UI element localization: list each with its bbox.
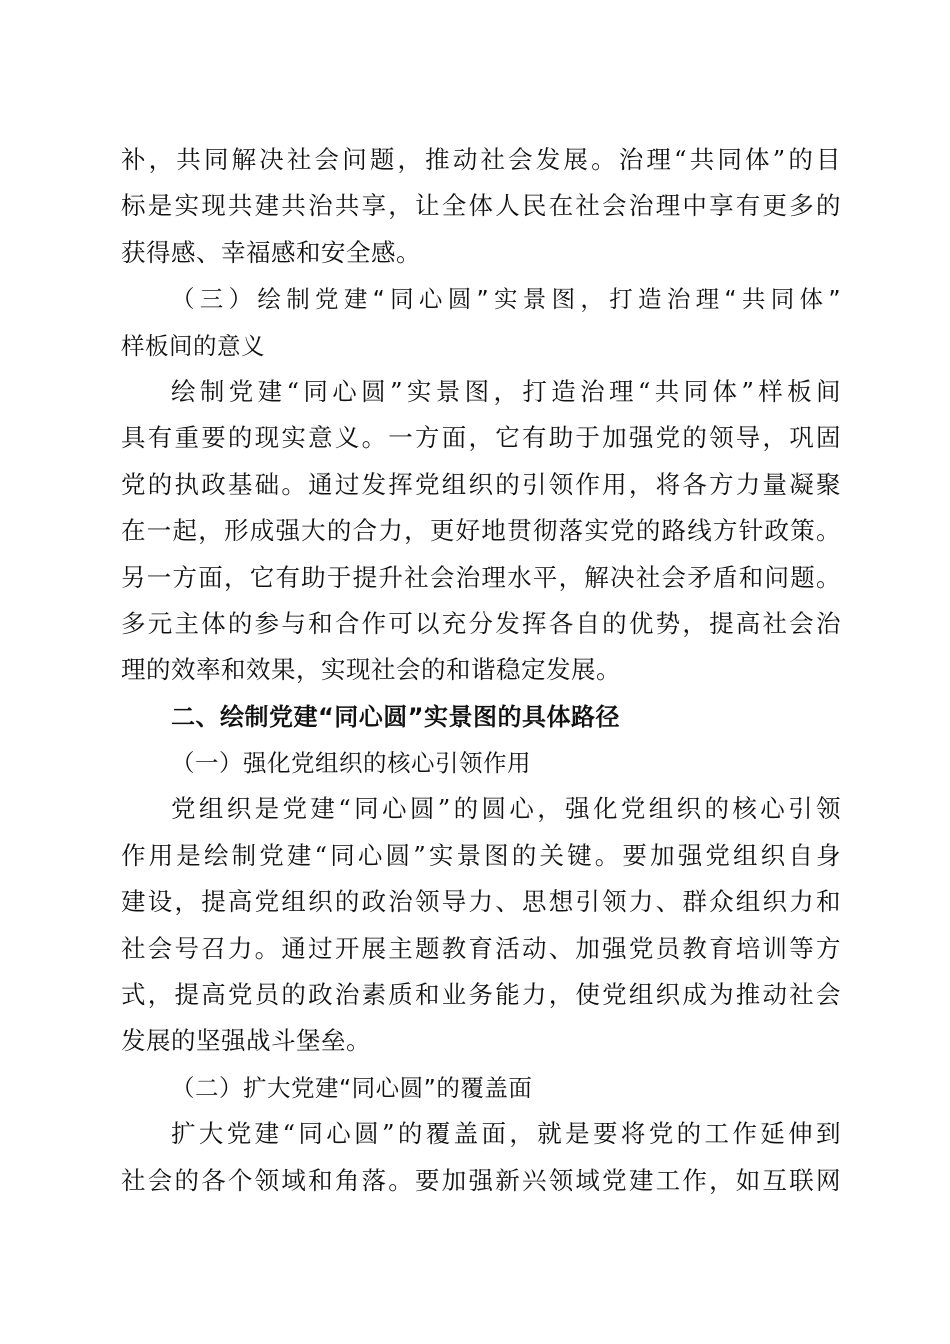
text-line: 标是实现共建共治共享，让全体人民在社会治理中享有更多的 [121,191,841,221]
sub-2-body [121,1111,841,1204]
section-3-heading [121,276,841,369]
text-line: 社会号召力。通过开展主题教育活动、加强党员教育培训等方 [121,933,841,963]
text-line: 社会的各个领域和角落。要加强新兴领域党建工作，如互联网 [121,1165,841,1195]
sub-2-heading: （二）扩大党建“同心圆”的覆盖面 [171,1073,533,1102]
document-text [121,137,841,1204]
text-line: 党的执政基础。通过发挥党组织的引领作用，将各方力量凝聚 [121,469,841,499]
text-line: 另一方面，它有助于提升社会治理水平，解决社会矛盾和问题。 [121,562,841,592]
sub-1-body [121,786,841,1064]
text-line: 作用是绘制党建“同心圆”实景图的关键。要加强党组织自身 [121,840,841,870]
text-line: 理的效率和效果，实现社会的和谐稳定发展。 [121,655,621,685]
text-line: 党组织是党建“同心圆”的圆心，强化党组织的核心引领 [171,794,841,824]
heading-line: （三）绘制党建“同心圆”实景图，打造治理“共同体” [171,285,841,314]
text-line: 在一起，形成强大的合力，更好地贯彻落实党的路线方针政策。 [121,516,841,546]
text-line: 式，提高党员的政治素质和业务能力，使党组织成为推动社会 [121,980,841,1010]
text-line: 绘制党建“同心圆”实景图，打造治理“共同体”样板间 [171,376,841,406]
paragraph-continuation [121,137,841,276]
text-line: 获得感、幸福感和安全感。 [121,237,421,267]
text-line: 补，共同解决社会问题，推动社会发展。治理“共同体”的目 [121,145,841,174]
text-line: 建设，提高党组织的政治领导力、思想引领力、群众组织力和 [121,887,841,917]
text-line: 扩大党建“同心圆”的覆盖面，就是要将党的工作延伸到 [171,1119,841,1149]
heading-line: 样板间的意义 [121,331,265,360]
section-3-body [121,369,841,694]
text-line: 发展的坚强战斗堡垒。 [121,1026,371,1056]
text-line: 多元主体的参与和合作可以充分发挥各自的优势，提高社会治 [121,608,841,638]
part-2-heading: 二、绘制党建“同心圆”实景图的具体路径 [171,702,621,731]
text-line: 具有重要的现实意义。一方面，它有助于加强党的领导，巩固 [121,423,841,453]
sub-1-heading: （一）强化党组织的核心引领作用 [171,749,531,778]
